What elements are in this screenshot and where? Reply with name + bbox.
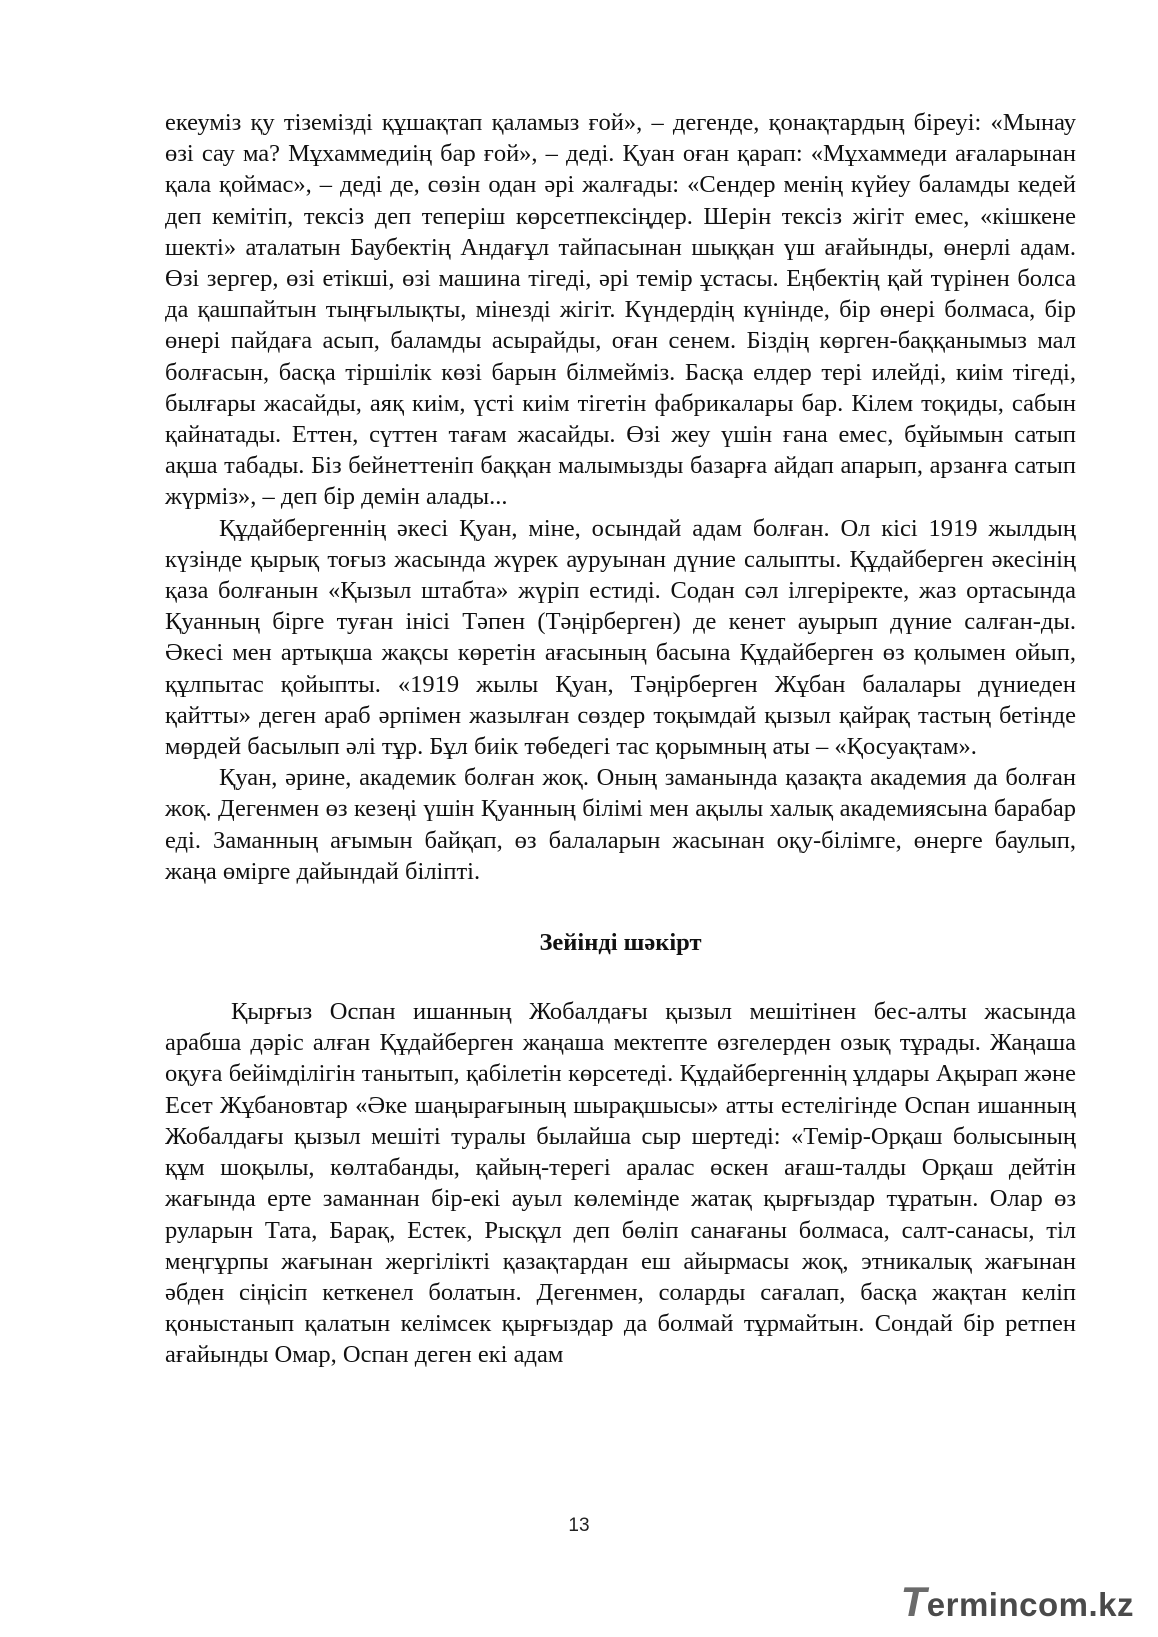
paragraph-3: Қуан, әрине, академик болған жоқ. Оның заманында қазақта академия да болған жоқ. Дегенмен өз кезеңі үшін Қуанның білімі мен ақылы халық академиясына барабар еді. Заманның ағымын байқап, өз балаларын жасынан оқу-білімге, өнерге баулып, жаңа өмірге дайындай біліпті. xyxy=(165,764,1076,885)
section-paragraph-1: Қырғыз Оспан ишанның Жобалдағы қызыл мешітінен бес-алты жасында арабша дәріс алған Құдайберген жаңаша мектепте өзгелерден озық тұрады. Жаңаша оқуға бейімділігін танытып, қабілетін көрсетеді. Құдайбергеннің ұлдары Ақырап және Есет Жұбановтар «Әке шаңырағының шырақшысы» атты естелігінде Оспан ишанның Жобалдағы қызыл мешіті туралы былайша сыр шертеді: «Темір-Орқаш болысының құм шоқылы, көлтабанды, қайың-терегі аралас өскен ағаш-талды Орқаш дейтін жағында ерте заманнан бір-екі ауыл көлемінде жатақ қырғыздар тұратын. Олар өз руларын Тата, Барақ, Естек, Рысқұл деп бөліп санағаны болмаса, салт-санасы, тіл меңгұрпы жағынан жергілікті қазақтардан еш айырмасы жоқ, этникалық жағынан әбден сіңісіп кеткенел болатын. Дегенмен, соларды сағалап, басқа жақтан келіп қоныстанып қалатын келімсек қырғыздар да болмай тұрмайтын. Сондай бір ретпен ағайынды Омар, Оспан деген екі адам xyxy=(165,998,1076,1369)
watermark-initial: T xyxy=(900,1578,927,1625)
paragraph-2: Құдайбергеннің әкесі Қуан, міне, осындай адам болған. Ол кісі 1919 жылдың күзінде қырық тоғыз жасында жүрек ауруынан дүние салыпты. Құдайберген әкесінің қаза болғанын «Қызыл штабта» жүріп естиді. Содан сәл ілгеріректе, жаз ортасында Қуанның бірге туған інісі Тәпен (Тәңірберген) де кенет ауырып дүние салған-ды. Әкесі мен артықша жақсы көретін ағасының басына Құдайберген өз қолымен ойып, құлпытас қойыпты. «1919 жылы Қуан, Тәңірберген Жұбан балалары дүниеден қайтты» деген араб әрпімен жазылған сөздер тоқымдай қызыл қайрақ тастың бетінде мөрдей басылып әлі тұр. Бұл биік төбедегі тас қорымның аты – «Қосуақтам». xyxy=(165,514,1076,761)
page-number: 13 xyxy=(568,1515,590,1536)
watermark-logo xyxy=(901,1578,1134,1626)
document-page xyxy=(165,107,1076,1371)
section-title: Зейінді шәкірт xyxy=(539,929,702,957)
watermark-text: ermincom.kz xyxy=(926,1586,1134,1623)
paragraph-1: екеуміз қу тіземізді құшақтап қаламыз ғой», – дегенде, қонақтардың біреуі: «Мынау өзі сау ма? Мұхаммедиің бар ғой», – деді. Қуан оған қарап: «Мұхаммеди ағаларынан қала қоймас», – деді де, сөзін одан әрі жалғады: «Сендер менің күйеу баламды кедей деп кемітіп, тексіз деп тепеpіш көрсетпексіңдер. Шерін тексіз жігіт емес, «кішкене шекті» аталатын Баубектің Андағұл тайпасынан шыққан үш ағайынды, өнерлі адам. Өзі зергер, өзі етікші, өзі машина тігеді, әрі темір ұстасы. Еңбектің қай түрінен болса да қашпайтын тыңғылықты, мінезді жігіт. Күндердің күнінде, бір өнері болмаса, бір өнері пайдаға асып, баламды асырайды, оған сенем. Біздің көрген-бaққанымыз мал болғасын, басқа тіршілік көзі барын білмейміз. Басқа елдер тері илейді, киім тігеді, былғары жасайды, аяқ киім, үсті киім тігетін фабрикалары бар. Кілем тоқиды, сабын қайнатады. Еттен, сүттен тағам жасайды. Өзі жеу үшін ғана емес, бұйымын сатып ақша табады. Біз бейнеттеніп баққан малымызды базарға айдап апарып, арзанға сатып жүрміз», – деп бір демін алады... xyxy=(165,109,1076,511)
